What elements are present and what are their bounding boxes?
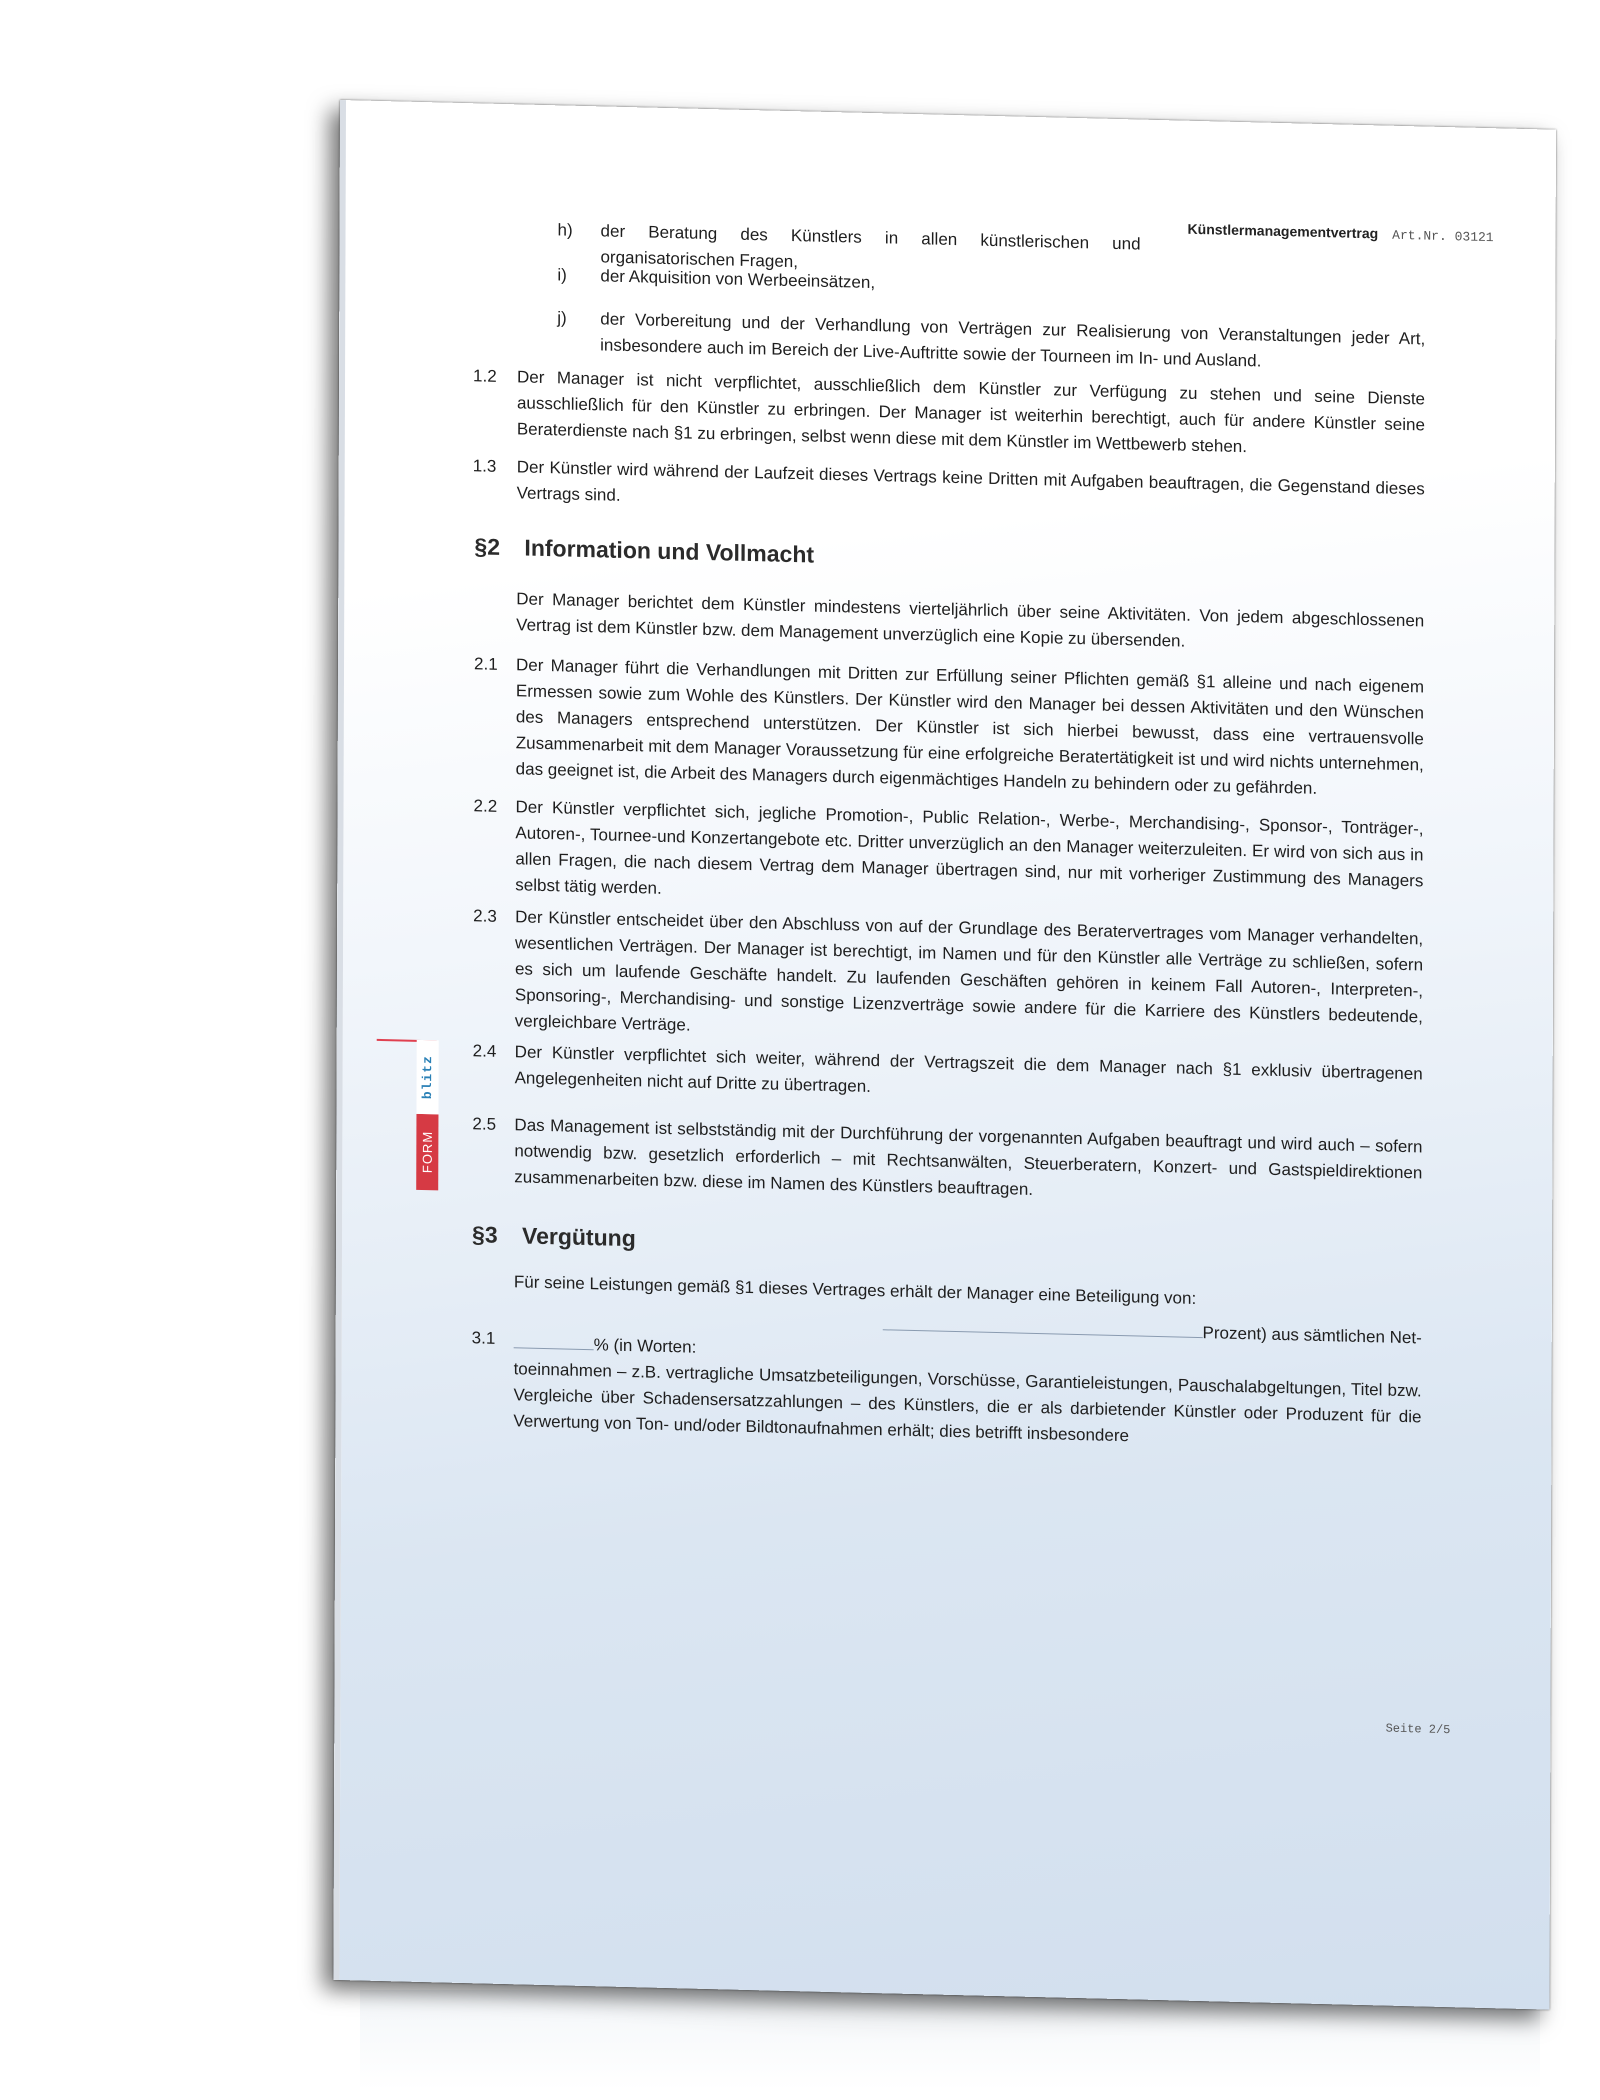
clause-number: 2.2: [473, 796, 498, 816]
page-number: Seite 2/5: [1385, 1721, 1451, 1738]
clause-number: 2.5: [472, 1114, 497, 1134]
page-header: [1188, 221, 1494, 245]
percent-blank[interactable]: [514, 1329, 594, 1350]
section-intro: Für seine Leistungen gemäß §1 dieses Vertrages erhält der Manager eine Beteiligung von:: [513, 1272, 1197, 1308]
clause-text: Der Manager ist nicht verpflichtet, ausschließlich dem Künstler zur Verfügung zu stehen und seine Dienste ausschließlich für den Künstler zu erbringen. Der Manager ist weiterhin berechtigt, auch für andere Künstler seine Beraterdienste nach §1 zu erbringen, selbst wenn diese mit dem Künstler im Wettbewerb stehen.: [516, 367, 1426, 457]
logo-blitz: blitz: [416, 1040, 438, 1115]
section-title: Information und Vollmacht: [524, 534, 815, 568]
item-label: j): [557, 308, 567, 328]
item-text: der Akquisition von Werbeeinsätzen,: [600, 266, 876, 293]
clause-text: Der Künstler wird während der Laufzeit dieses Vertrags keine Dritten mit Aufgaben beauftragen, die Gegenstand dieses Vertrags sind.: [516, 457, 1425, 505]
clause-number: 1.2: [473, 366, 497, 386]
item-label: i): [557, 265, 567, 285]
item-label: h): [557, 220, 573, 240]
percent-label: % (in Worten:: [593, 1335, 697, 1357]
clause-text: Der Manager führt die Verhandlungen mit Dritten zur Erfüllung seiner Pflichten gemäß §1 alleine und nach eigenem Ermessen sowie zum Wohle des Künstlers. Der Künstler wird den Manager bei dessen Aktivitäten und den Wünschen des Managers entsprechend unterstützen. Der Künstler ist sich hierbei bewusst, dass eine vertrauensvolle Zusammenarbeit mit dem Manager Voraussetzung für eine erfolgreiche Beratertätigkeit ist und wird nichts unternehmen, das geeignet ist, die Arbeit des Managers durch eigenmächtiges Handeln zu behindern oder zu gefährden.: [515, 655, 1425, 798]
clause-text: Der Künstler verpflichtet sich, jegliche Promotion-, Public Relation-, Werbe-, Merchandising-, Sponsor-, Tonträger-, Autoren-, Tournee-und Konzertangebote etc. Dritter unverzüglich an den Manager weiterzuleiten. Er wird von sich aus in allen Fragen, die nach diesem Vertrag dem Manager übertragen sind, nur mit vorheriger Zustimmung des Managers selbst tätig werden.: [515, 797, 1424, 898]
formblitz-logo: [416, 1040, 439, 1191]
clause-number: 2.4: [472, 1041, 497, 1061]
percent-suffix: Prozent) aus sämtlichen Net-: [1202, 1323, 1422, 1348]
section-intro: Der Manager berichtet dem Künstler mindestens vierteljährlich über seine Aktivitäten. Von jedem abgeschlossenen Vertrag ist dem Künstler bzw. dem Management unverzüglich eine Kopie zu übersenden.: [516, 589, 1425, 651]
item-text: der Vorbereitung und der Verhandlung von Verträgen zur Realisierung von Veranstaltungen jeder Art, insbesondere auch im Bereich der Live-Auftritte sowie der Tourneen im In- und Ausland.: [600, 309, 1426, 371]
article-number: Art.Nr. 03121: [1392, 227, 1494, 246]
logo-form: FORM: [416, 1114, 438, 1191]
section-heading: [472, 1221, 636, 1252]
clause-number: 3.1: [471, 1328, 496, 1348]
section-heading: [474, 533, 814, 568]
clause-number: 2.1: [474, 654, 498, 674]
header-title: Künstlermanagementvertrag: [1187, 220, 1379, 242]
clause-number: 2.3: [473, 906, 497, 926]
clause-text: Der Künstler verpflichtet sich weiter, während der Vertragszeit die dem Manager nach §1 exklusiv übertragenen Angelegenheiten nicht auf Dritte zu übertragen.: [514, 1042, 1423, 1096]
section-title: Vergütung: [522, 1222, 636, 1252]
section-number: §3: [472, 1221, 498, 1248]
item-text: der Beratung des Künstlers in allen künstlerischen und organisatorischen Fragen,: [600, 221, 1141, 272]
clause-text: Der Künstler entscheidet über den Abschluss von auf der Grundlage des Beratervertrages vom Manager verhandelten, wesentlichen Verträgen. Der Manager ist berechtigt, im Namen und für den Künstler alle Verträge zu schließen, sofern es sich um laufende Geschäfte handelt. Zu laufenden Geschäften gehören in keinem Fall Autoren-, Interpreten-, Sponsoring-, Merchandising- und sonstige Lizenzverträge sowie andere für die Karriere des Künstlers bedeutende, vergleichbare Verträge.: [514, 907, 1424, 1035]
clause-3-1: [513, 1302, 1421, 1456]
clause-text: Das Management ist selbstständig mit der Durchführung der vorgenannten Aufgaben beauftragt und wird auch – sofern notwendig bzw. gesetzlich erforderlich – mit Rechtsanwälten, Steuerberatern, Konzert- und Gastspieldirektionen zusammenarbeiten bzw. diese im Namen des Künstlers beauftragen.: [514, 1115, 1423, 1199]
document-page: [333, 100, 1556, 2010]
clause-number: 1.3: [472, 456, 497, 476]
section-number: §2: [474, 533, 501, 560]
clause-text: toeinnahmen – z.B. vertragliche Umsatzbeteiligungen, Vorschüsse, Garantieleistungen, Pauschalabgeltungen, Titel bzw. Vergleiche über Schadensersatzzahlungen – des Künstlers, die er als darbietender Künstler oder Produzent für die Verwertung von Ton- und/oder Bildtonaufnahmen erhält; dies betrifft insbesondere: [513, 1359, 1422, 1446]
percent-words-blank[interactable]: [883, 1311, 1203, 1338]
